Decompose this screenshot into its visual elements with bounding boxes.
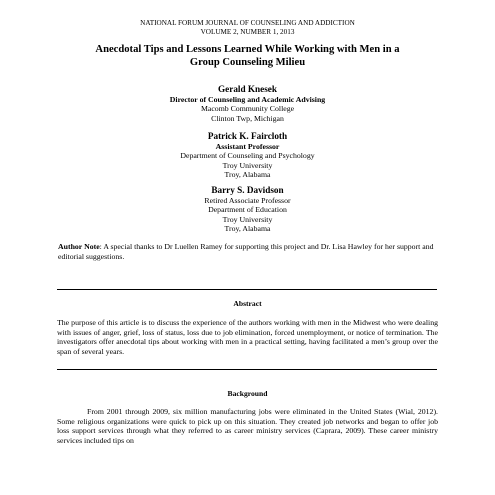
abstract-text: The purpose of this article is to discuss the experience of the authors working with men in the Midwest who were dealing with issues of anger, grief, loss of status, loss due to job elimination, forced unemployment, or notice of termination. The investigators offer anecdotal tips about working with men in a practical setting, having facilitated a men’s group over the span of several years.: [57, 318, 438, 356]
author-location: Clinton Twp, Michigan: [211, 113, 284, 123]
author-role: Director of Counseling and Academic Advising: [169, 95, 326, 104]
title-line-1: Anecdotal Tips and Lessons Learned While Working with Men in a: [95, 44, 400, 55]
author-note-label: Author Note: [58, 242, 100, 251]
author-affiliation: Macomb Community College: [200, 104, 295, 114]
divider-bottom: [57, 369, 437, 370]
author-affiliation: Troy University: [222, 160, 273, 170]
author-location: Troy, Alabama: [224, 223, 271, 233]
author-note-text: : A special thanks to Dr Luellen Ramey for supporting this project and Dr. Lisa Hawley for her support and editorial suggestions.: [58, 242, 434, 261]
author-name: Patrick K. Faircloth: [207, 131, 288, 141]
abstract-heading: Abstract: [233, 299, 262, 308]
title-line-2: Group Counseling Milieu: [189, 56, 306, 68]
author-role: Retired Associate Professor: [204, 196, 291, 205]
author-name: Barry S. Davidson: [211, 185, 284, 195]
author-affiliation: Troy University: [222, 214, 273, 224]
author-department: Department of Counseling and Psychology: [180, 151, 315, 161]
author-role: Assistant Professor: [215, 142, 280, 151]
author-block-faircloth: [60, 131, 435, 179]
article-title: [40, 44, 455, 69]
journal-volume: VOLUME 2, NUMBER 1, 2013: [200, 28, 295, 36]
background-text: From 2001 through 2009, six million manufacturing jobs were eliminated in the United States (Wial, 2012). Some religious organizations were quick to pick up on this situation. They created job networks and began to offer job loss support services through what they referred to as career ministry services (Caprara, 2009). These career ministry services included tips on: [57, 407, 438, 445]
author-block-knesek: [60, 84, 435, 123]
divider-top: [57, 289, 437, 290]
author-department: Department of Education: [208, 205, 287, 215]
author-name: Gerald Knesek: [218, 84, 277, 94]
background-heading: Background: [227, 389, 268, 398]
author-note: [58, 242, 438, 261]
journal-name: NATIONAL FORUM JOURNAL OF COUNSELING AND ADDICTION: [140, 19, 355, 27]
author-location: Troy, Alabama: [224, 169, 271, 179]
author-block-davidson: [60, 185, 435, 233]
